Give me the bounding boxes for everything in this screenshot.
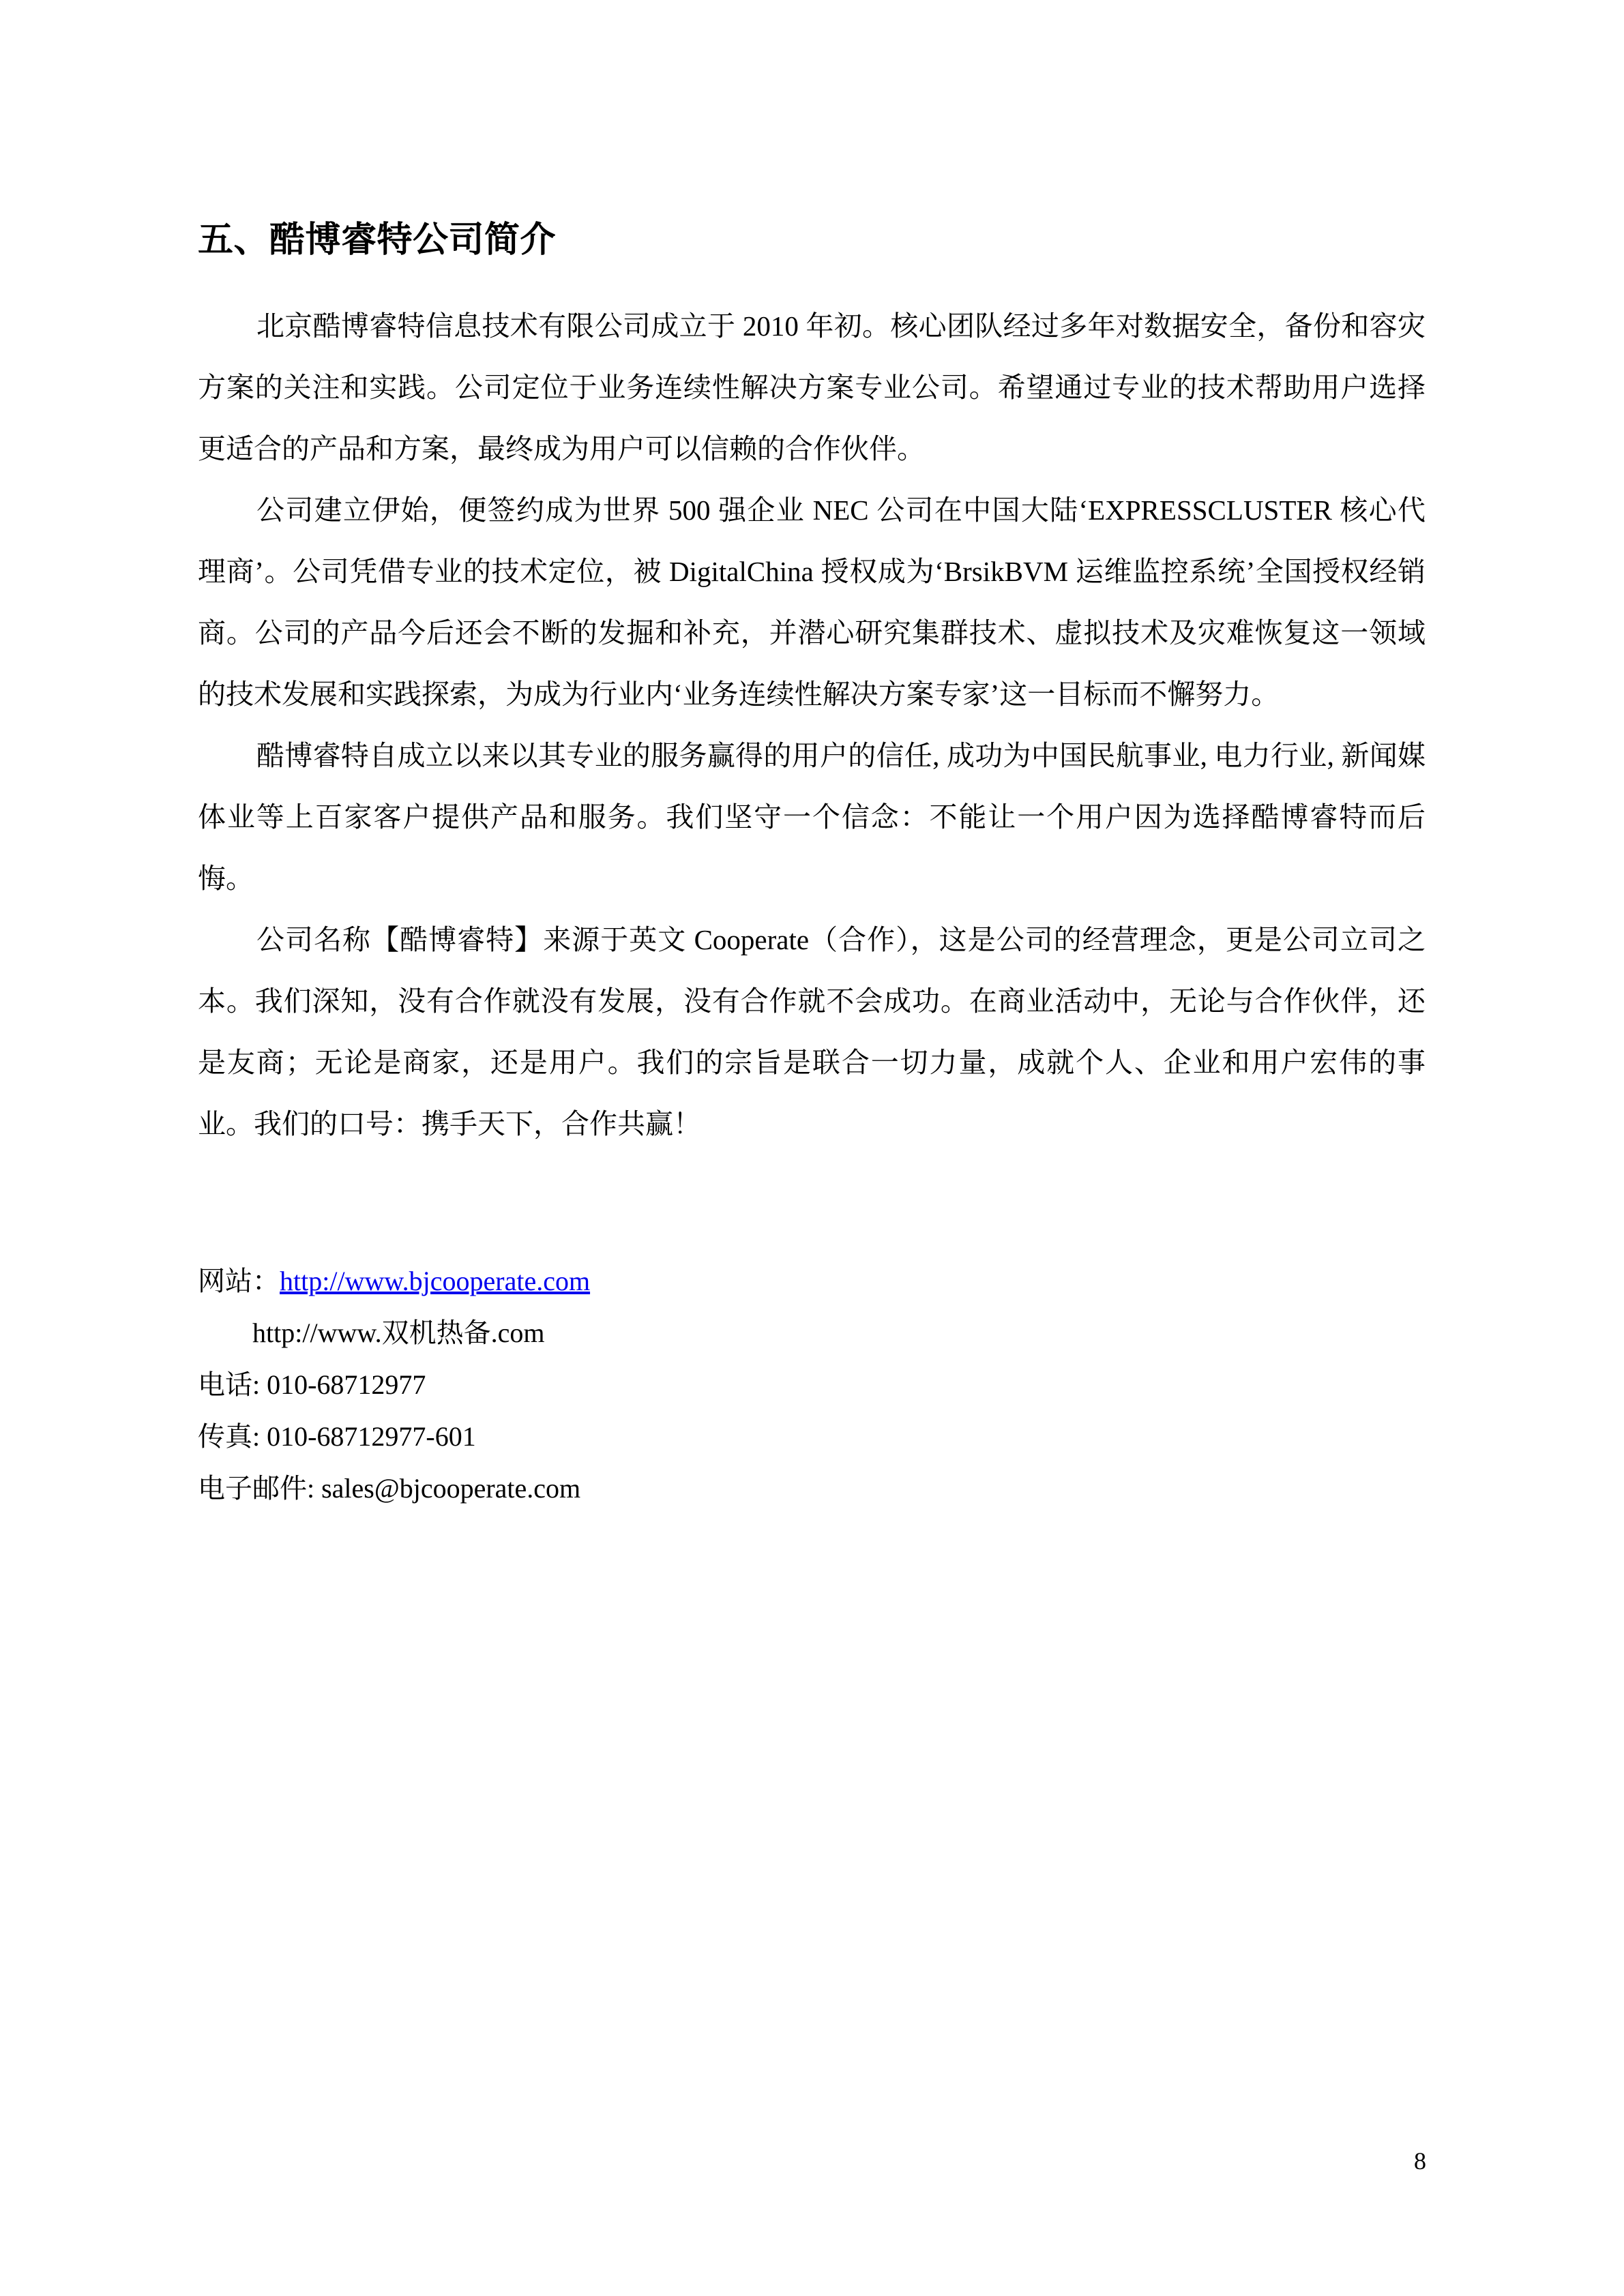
contact-phone: 电话: 010-68712977 <box>198 1369 426 1400</box>
contact-block <box>198 1255 1426 1515</box>
paragraph-company-name-origin: 公司名称【酷博睿特】来源于英文 Cooperate（合作），这是公司的经营理念，更是公司立司之本。我们深知，没有合作就没有发展，没有合作就不会成功。在商业活动中，无论与合作伙伴，还是友商；无论是商家，还是用户。我们的宗旨是联合一切力量，成就个人、企业和用户宏伟的事业。我们的口号：携手天下，合作共赢！ <box>198 924 1426 1139</box>
paragraph-partnerships: 公司建立伊始，便签约成为世界 500 强企业 NEC 公司在中国大陆‘EXPRESSCLUSTER 核心代理商’。公司凭借专业的技术定位，被 DigitalChina 授权成为‘BrsikBVM 运维监控系统’全国授权经销商。公司的产品今后还会不断的发掘和补充，并潜心研究集群技术、虚拟技术及灾难恢复这一领域的技术发展和实践探索，为成为行业内‘业务连续性解决方案专家’这一目标而不懈努力。 <box>198 494 1426 710</box>
contact-fax: 传真: 010-68712977-601 <box>198 1421 476 1452</box>
document-body <box>198 218 1426 1515</box>
contact-website-label: 网站： <box>198 1266 280 1296</box>
website-link[interactable]: http://www.bjcooperate.com <box>280 1266 591 1296</box>
paragraph-customers: 酷博睿特自成立以来以其专业的服务赢得的用户的信任, 成功为中国民航事业, 电力行业, 新闻媒体业等上百家客户提供产品和服务。我们坚守一个信念：不能让一个用户因为选择酷博睿特而后悔。 <box>198 740 1426 894</box>
paragraph-company-overview: 北京酷博睿特信息技术有限公司成立于 2010 年初。核心团队经过多年对数据安全，备份和容灾方案的关注和实践。公司定位于业务连续性解决方案专业公司。希望通过专业的技术帮助用户选择更适合的产品和方案，最终成为用户可以信赖的合作伙伴。 <box>198 310 1426 464</box>
page-title: 五、酷博睿特公司简介 <box>198 221 557 260</box>
contact-website-line <box>198 1255 1426 1307</box>
page-number: 8 <box>1414 2147 1426 2175</box>
contact-website-alt: http://www.双机热备.com <box>252 1317 545 1348</box>
contact-email: 电子邮件: sales@bjcooperate.com <box>198 1473 581 1504</box>
